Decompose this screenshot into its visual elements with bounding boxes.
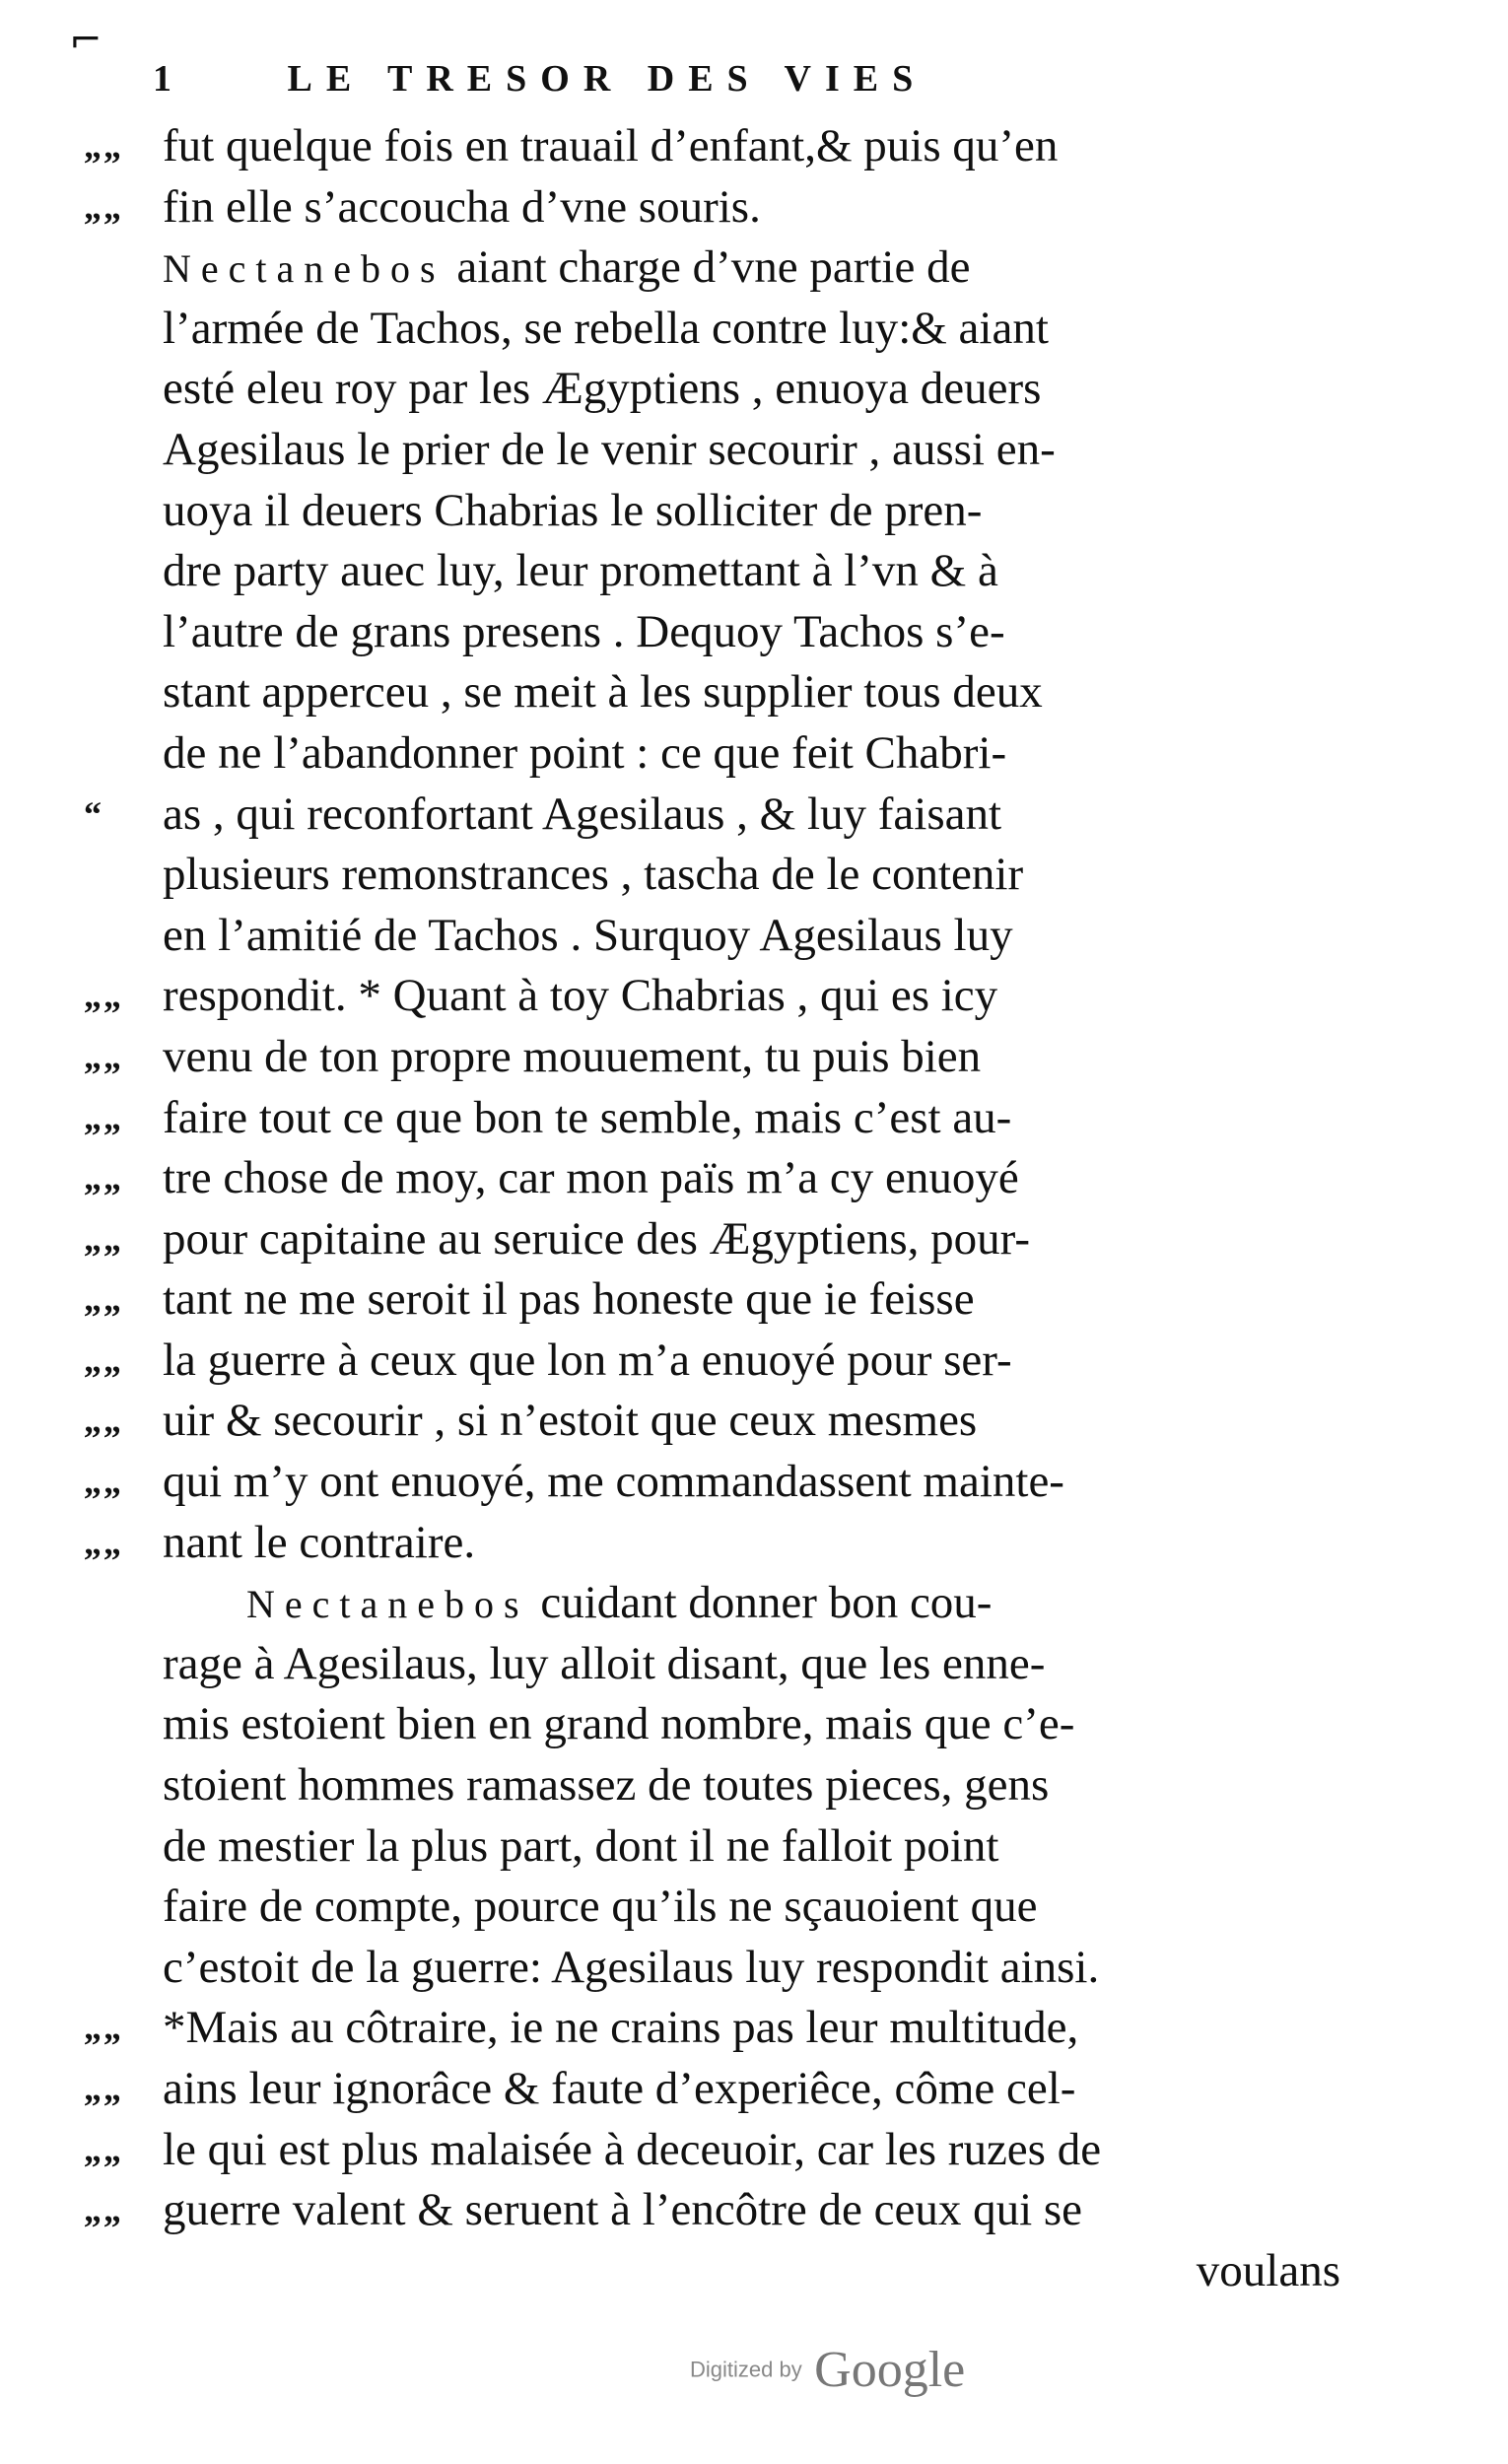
- body-text: [84, 116, 1340, 2301]
- line-text: faire tout ce que bon te semble, mais c’est au-: [163, 1091, 1012, 1143]
- line-text: aiant charge d’vne partie de: [445, 241, 971, 294]
- line-text: as , qui reconfortant Agesilaus , & luy faisant: [163, 787, 1002, 840]
- line-text: pour capitaine au seruice des Ægyptiens, pour-: [163, 1212, 1031, 1265]
- text-line: [163, 238, 1340, 299]
- line-text: fut quelque fois en trauail d’enfant,& puis qu’en: [163, 120, 1059, 171]
- line-text: l’autre de grans presens . Dequoy Tachos s’e-: [163, 605, 1005, 657]
- line-text: de ne l’abandonner point : ce que feit Chabri-: [163, 726, 1007, 779]
- margin-quote-mark: „„: [84, 1401, 123, 1441]
- line-text: de mestier la plus part, dont il ne falloit point: [163, 1819, 999, 1872]
- text-line: [84, 1088, 1340, 1149]
- text-line: [84, 1027, 1340, 1088]
- line-text: esté eleu roy par les Ægyptiens , enuoya deuers: [163, 363, 1042, 415]
- line-text: tant ne me seroit il pas honeste que ie feisse: [163, 1273, 975, 1326]
- line-text: la guerre à ceux que lon m’a enuoyé pour ser-: [163, 1334, 1012, 1386]
- text-line: [163, 1816, 1340, 1878]
- page-marker: 1: [153, 58, 185, 100]
- line-text: rage à Agesilaus, luy alloit disant, que les enne-: [163, 1637, 1046, 1689]
- text-line: [84, 785, 1340, 846]
- text-line: [84, 116, 1340, 177]
- line-text: cuidant donner bon cou-: [528, 1577, 993, 1629]
- catchword: voulans: [1196, 2244, 1340, 2296]
- line-text: l’armée de Tachos, se rebella contre luy:& aiant: [163, 302, 1049, 354]
- name-small-caps: Nectanebos: [246, 1582, 529, 1627]
- text-line: [163, 723, 1340, 785]
- text-line: [84, 1331, 1340, 1392]
- line-text: qui m’y ont enuoyé, me commandassent mainte-: [163, 1456, 1064, 1508]
- text-line: [163, 845, 1340, 906]
- text-line: [163, 359, 1340, 420]
- text-line: [163, 662, 1340, 723]
- text-line: [163, 1634, 1340, 1695]
- text-line: [163, 1573, 1340, 1634]
- text-line: [84, 1391, 1340, 1452]
- text-line: [84, 2120, 1340, 2181]
- text-line: [163, 541, 1340, 602]
- margin-quote-mark: „„: [84, 2069, 123, 2108]
- line-text: mis estoient bien en grand nombre, mais que c’e-: [163, 1698, 1075, 1750]
- text-line: [84, 2180, 1340, 2241]
- text-line: [84, 2059, 1340, 2120]
- text-line: [163, 1755, 1340, 1816]
- text-line: [163, 906, 1340, 967]
- line-text: venu de ton propre mouuement, tu puis bien: [163, 1030, 982, 1082]
- margin-quote-mark: „„: [84, 126, 123, 166]
- line-text: faire de compte, pource qu’ils ne sçauoient que: [163, 1881, 1038, 1933]
- line-text: stoient hommes ramassez de toutes pieces, gens: [163, 1759, 1050, 1812]
- text-line: [163, 1938, 1340, 1999]
- digitization-footer: [690, 2341, 965, 2399]
- margin-quote-mark: „„: [84, 2129, 123, 2169]
- margin-quote-mark: „„: [84, 1462, 123, 1502]
- margin-quote-mark: „„: [84, 2008, 123, 2048]
- line-text: *Mais au côtraire, ie ne crains pas leur multitude,: [163, 2002, 1079, 2054]
- text-line: [163, 481, 1340, 542]
- line-text: uoya il deuers Chabrias le solliciter de pren-: [163, 484, 983, 536]
- text-line: [163, 602, 1340, 663]
- running-title: LE TRESOR DES VIES: [287, 58, 927, 100]
- line-text: guerre valent & seruent à l’encôtre de ceux qui se: [163, 2184, 1083, 2236]
- line-text: en l’amitié de Tachos . Surquoy Agesilaus luy: [163, 909, 1013, 961]
- line-text: tre chose de moy, car mon païs m’a cy enuoyé: [163, 1152, 1019, 1204]
- text-line: [163, 420, 1340, 481]
- text-line: [84, 1513, 1340, 1574]
- text-line: [84, 966, 1340, 1027]
- margin-quote-mark: „„: [84, 186, 123, 227]
- text-line: [163, 299, 1340, 360]
- margin-quote-mark: „„: [84, 976, 123, 1016]
- corner-mark: ⌐: [69, 18, 103, 63]
- running-header: [153, 57, 926, 101]
- line-text: ains leur ignorâce & faute d’experiêce, côme cel-: [163, 2063, 1076, 2114]
- text-line: [84, 177, 1340, 239]
- margin-quote-mark: „„: [84, 1158, 123, 1198]
- line-text: le qui est plus malaisée à deceuoir, car les ruzes de: [163, 2123, 1102, 2175]
- margin-quote-mark: “: [84, 793, 103, 834]
- text-line: [84, 1209, 1340, 1270]
- margin-quote-mark: „„: [84, 2190, 123, 2230]
- text-line: [84, 1148, 1340, 1209]
- margin-quote-mark: „„: [84, 1339, 123, 1380]
- line-text: nant le contraire.: [163, 1516, 476, 1568]
- digitized-label: Digitized by: [690, 2357, 802, 2382]
- line-text: Agesilaus le prier de le venir secourir , aussi en-: [163, 423, 1056, 475]
- line-text: plusieurs remonstrances , tascha de le contenir: [163, 849, 1024, 901]
- line-text: fin elle s’accoucha d’vne souris.: [163, 180, 761, 233]
- text-line: [84, 1998, 1340, 2059]
- margin-quote-mark: „„: [84, 1279, 123, 1320]
- text-line: [163, 1694, 1340, 1755]
- text-line: [163, 1877, 1340, 1938]
- margin-quote-mark: „„: [84, 1036, 123, 1076]
- margin-quote-mark: „„: [84, 1522, 123, 1562]
- text-line: [84, 1452, 1340, 1513]
- line-text: respondit. * Quant à toy Chabrias , qui es icy: [163, 970, 998, 1022]
- margin-quote-mark: „„: [84, 1097, 123, 1137]
- line-text: uir & secourir , si n’estoit que ceux mesmes: [163, 1395, 978, 1447]
- text-line: [84, 1269, 1340, 1331]
- margin-quote-mark: „„: [84, 1218, 123, 1259]
- google-logo: Google: [814, 2342, 966, 2398]
- line-text: c’estoit de la guerre: Agesilaus luy respondit ainsi.: [163, 1941, 1100, 1993]
- line-text: stant apperceu , se meit à les supplier tous deux: [163, 666, 1043, 719]
- line-text: dre party auec luy, leur promettant à l’vn & à: [163, 545, 998, 597]
- name-small-caps: Nectanebos: [163, 246, 446, 292]
